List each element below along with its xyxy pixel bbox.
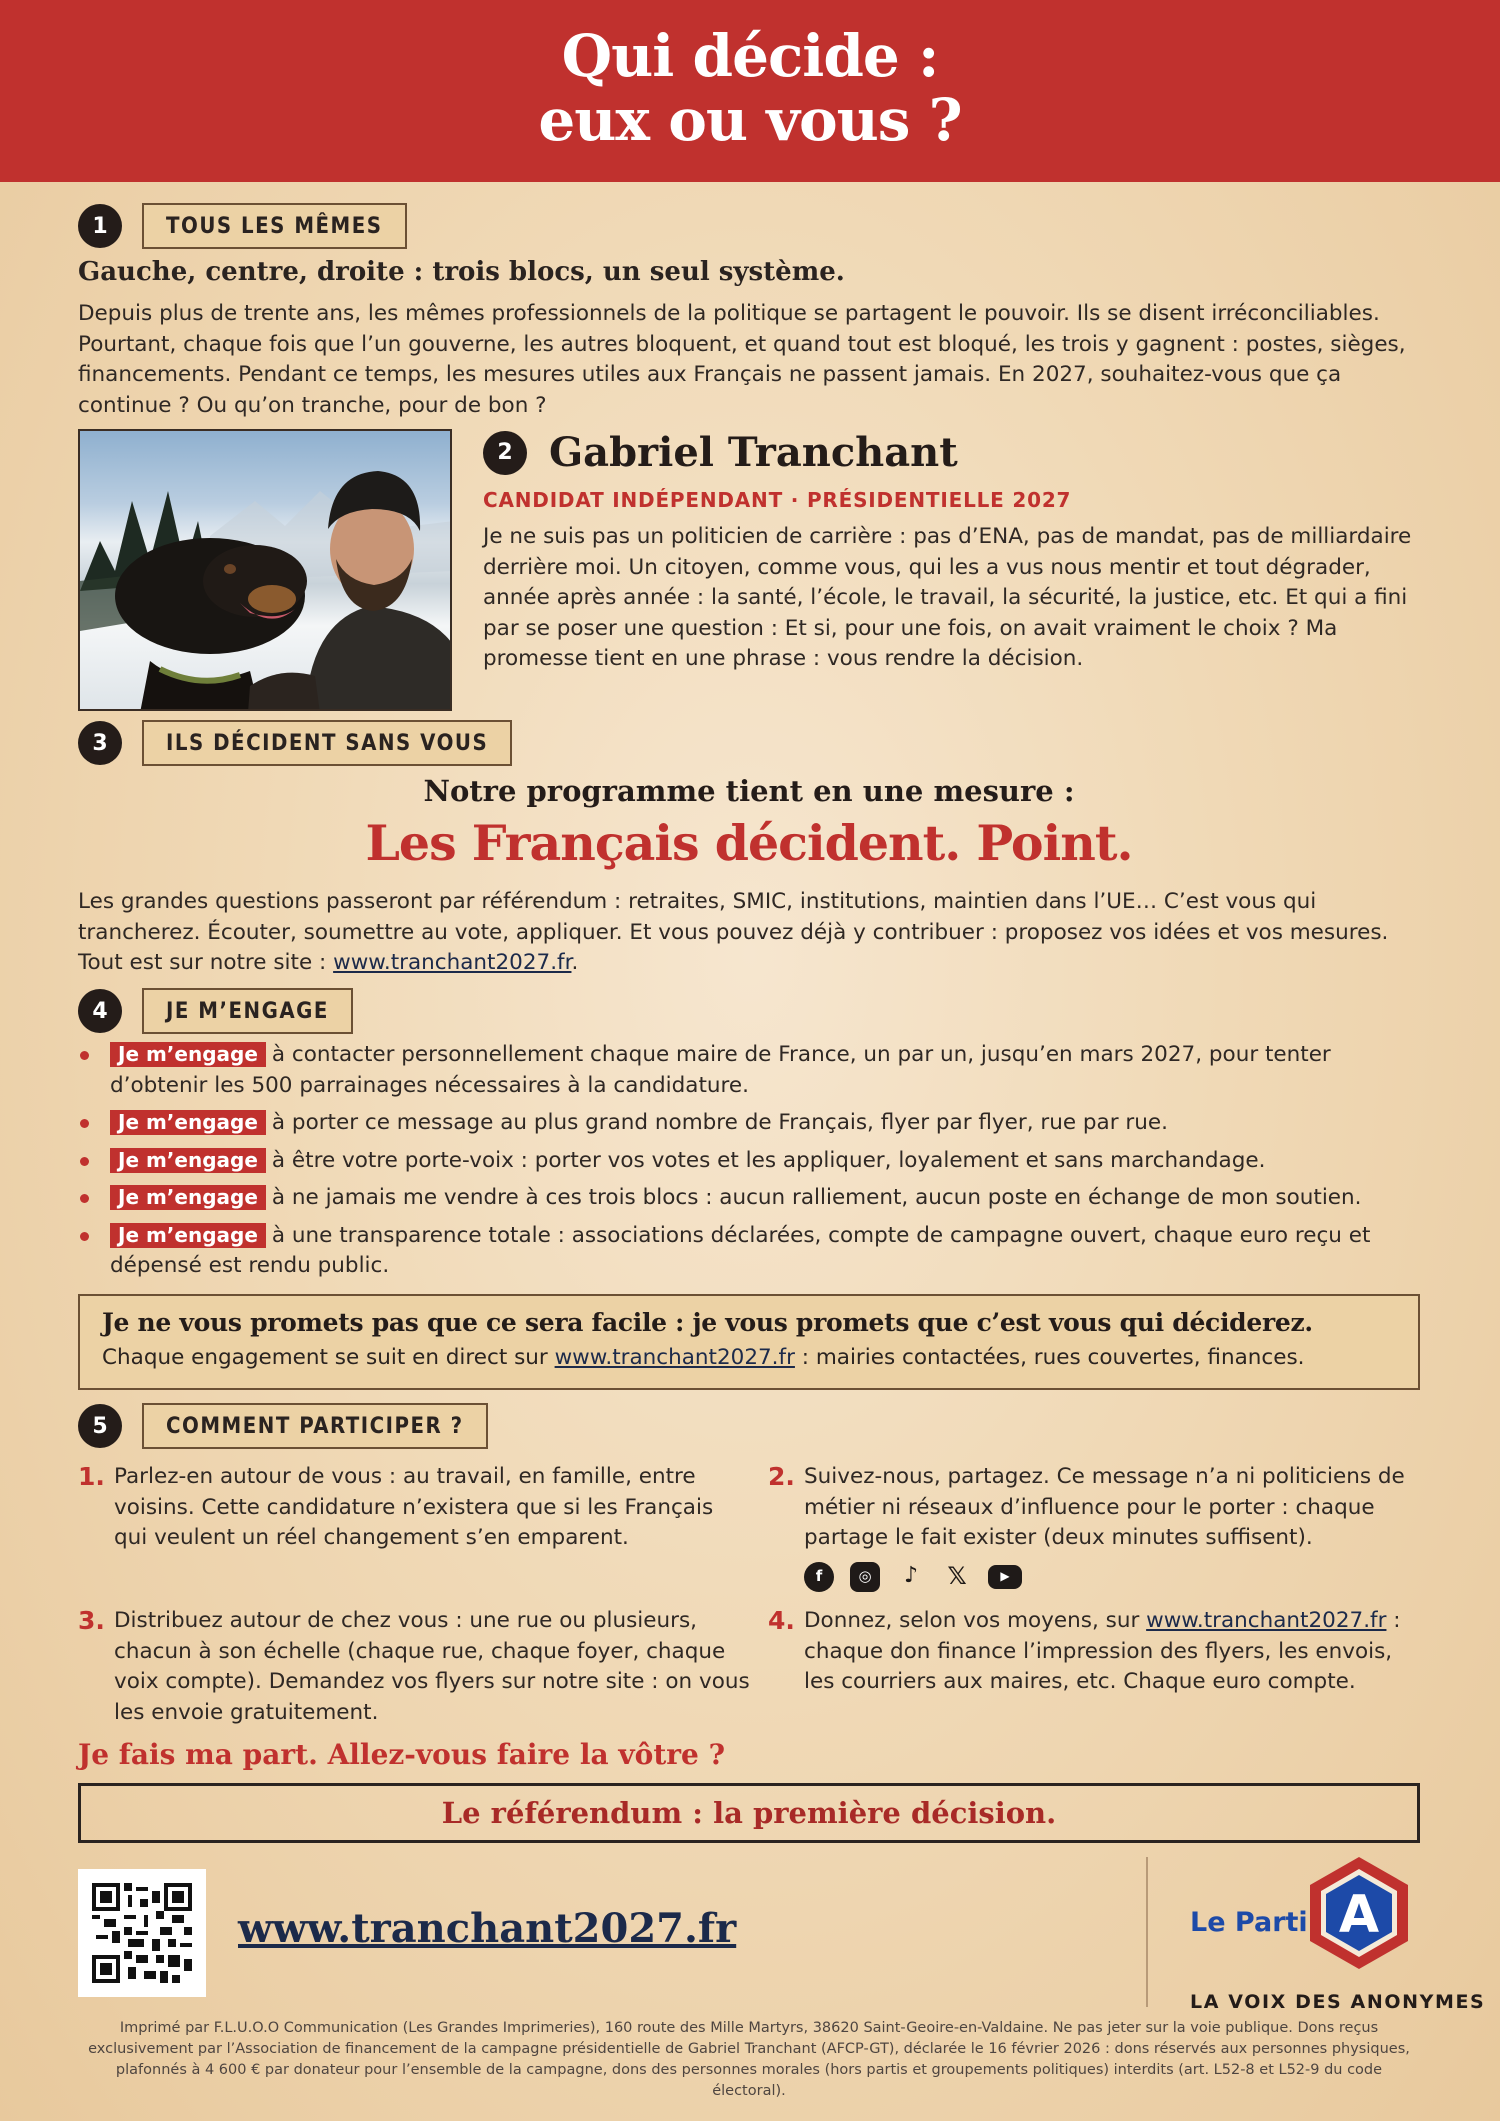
step-text-start: Donnez, selon vos moyens, sur (804, 1608, 1147, 1633)
call-to-action: Je fais ma part. Allez-vous faire la vôtre ? (78, 1738, 725, 1771)
step-text: Parlez-en autour de vous : au travail, en famille, entre voisins. Cette candidature n’existera que si les Français qui veulent un réel changement s’en emparent. (114, 1464, 714, 1550)
participation-step-1 (78, 1462, 724, 1554)
commitment-badge: Je m’engage (110, 1042, 266, 1067)
section-1-header (78, 202, 407, 250)
party-tagline: LA VOIX DES ANONYMES (1190, 1991, 1486, 2013)
commitment-badge: Je m’engage (110, 1223, 266, 1248)
candidate-name: Gabriel Tranchant (549, 429, 958, 476)
program-body-end: . (571, 950, 579, 975)
commitment-text: à porter ce message au plus grand nombre de Français, flyer par flyer, rue par rue. (271, 1110, 1168, 1135)
promise-text (102, 1345, 1396, 1370)
commitment-item (78, 1145, 1420, 1177)
section-number: 5 (78, 1404, 122, 1448)
section-1-title: Gauche, centre, droite : trois blocs, un seul système. (78, 257, 845, 287)
commitment-list (78, 1039, 1420, 1288)
promise-title: Je ne vous promets pas que ce sera facile : je vous promets que c’est vous qui déciderez. (102, 1308, 1313, 1337)
candidate-photo (78, 429, 452, 711)
promise-text-end: : mairies contactées, rues couvertes, finances. (794, 1345, 1305, 1370)
party-name: Le Parti (1190, 1907, 1308, 1938)
commitment-badge: Je m’engage (110, 1110, 266, 1135)
photo-illustration (80, 431, 452, 711)
commitment-item (78, 1039, 1420, 1101)
section-tag: JE M’ENGAGE (142, 988, 353, 1034)
header-title-line2: eux ou vous ? (538, 86, 962, 154)
section-4-header (78, 987, 353, 1035)
section-tag: COMMENT PARTICIPER ? (142, 1403, 488, 1449)
section-tag: ILS DÉCIDENT SANS VOUS (142, 720, 512, 766)
commitment-badge: Je m’engage (110, 1148, 266, 1173)
step-text: Suivez-nous, partagez. Ce message n’a ni politiciens de métier ni réseaux d’influence pour le porter : chaque partage le fait exister (deux minutes suffisent). (804, 1464, 1405, 1550)
step-text-end: : chaque don finance l’impression des flyers, les envois, les courriers aux maires, etc. Chaque euro compte. (804, 1608, 1401, 1694)
legal-notice: Imprimé par F.L.U.O.O Communication (Les Grandes Imprimeries), 160 route des Mille Martyrs, 38620 Saint-Geoire-en-Valdaine. Ne pas jeter sur la voie publique. Dons reçus exclusivement par l’Association de financement de la campagne présidentielle de Gabriel Tranchant (AFCP-GT), déclarée le 16 février 2026 : dons réservés aux personnes physiques, plafonnés à 4 600 € par donateur pour l’ensemble de la campagne, dons des personnes morales (hors partis et groupements politiques) interdits (art. L52-8 et L52-9 du code électoral). (88, 2020, 1410, 2099)
step-number: 1. (78, 1462, 105, 1491)
section-1-body: Depuis plus de trente ans, les mêmes professionnels de la politique se partagent le pouvoir. Ils se disent irréconciliables. Pourtant, chaque fois que l’un gouverne, les autres bloquent, et quand tout est bloqué, les trois y gagnent : postes, sièges, financements. Pendant ce temps, les mesures utiles aux Français ne passent jamais. En 2027, souhaitez-vous que ça continue ? Ou qu’on tranche, pour de bon ? (78, 301, 1406, 418)
commitment-text: à être votre porte-voix : porter vos votes et les appliquer, loyalement et sans marchandage. (271, 1147, 1266, 1173)
commitment-badge: Je m’engage (110, 1185, 266, 1210)
facebook-icon[interactable]: f (804, 1562, 834, 1592)
participation-step-2 (768, 1462, 1410, 1592)
tiktok-icon[interactable]: ♪ (903, 1563, 919, 1589)
x-icon[interactable]: 𝕏 (947, 1562, 967, 1591)
social-links (804, 1562, 1410, 1592)
commitment-text: à une transparence totale : associations déclarées, compte de campagne ouvert, chaque euro reçu et dépensé est rendu public. (110, 1222, 1371, 1278)
qr-code[interactable] (78, 1869, 206, 1997)
commitment-text: à contacter personnellement chaque maire de France, un par un, jusqu’en mars 2027, pour tenter d’obtenir les 500 parrainages nécessaires à la candidature. (110, 1042, 1331, 1098)
step-number: 2. (768, 1462, 795, 1491)
header-title-line1: Qui décide : (561, 22, 939, 90)
party-logo (1190, 1855, 1486, 2015)
step-content (804, 1462, 1410, 1592)
participation-step-3 (78, 1606, 750, 1728)
section-number: 3 (78, 721, 122, 765)
step-text (804, 1606, 1410, 1698)
website-link[interactable]: www.tranchant2027.fr (333, 950, 572, 975)
step-text: Distribuez autour de chez vous : une rue ou plusieurs, chacun à son échelle (chaque rue, chaque foyer, chaque voix compte). Demandez vos flyers sur notre site : on vous les envoie gratuitement. (114, 1608, 750, 1725)
section-number: 2 (483, 431, 527, 475)
program-intro: Notre programme tient en une mesure : (423, 774, 1075, 808)
website-link[interactable]: www.tranchant2027.fr (554, 1345, 795, 1370)
commitment-item (78, 1107, 1420, 1139)
instagram-icon[interactable]: ◎ (850, 1562, 880, 1592)
section-tag: TOUS LES MÊMES (142, 203, 407, 249)
section-5-header (78, 1402, 488, 1450)
promise-text-start: Chaque engagement se suit en direct sur (102, 1345, 555, 1370)
candidate-header (483, 429, 1420, 476)
step-number: 4. (768, 1606, 795, 1635)
candidate-subtitle: CANDIDAT INDÉPENDANT · PRÉSIDENTIELLE 2027 (483, 488, 1072, 512)
youtube-icon[interactable]: ▶ (988, 1565, 1022, 1589)
header-banner (0, 0, 1500, 182)
candidate-body: Je ne suis pas un politicien de carrière : pas d’ENA, pas de mandat, pas de milliardaire derrière moi. Un citoyen, comme vous, qui les a vus nous mentir et tout dégrader, année après année : la santé, l’école, le travail, la sécurité, la justice, etc. Et qui a fini par se poser une question : Et si, pour une fois, on avait vraiment le choix ? Ma promesse tient en une phrase : vous rendre la décision. (483, 524, 1412, 671)
program-body (78, 887, 1420, 979)
referendum-banner: Le référendum : la première décision. (78, 1783, 1420, 1843)
participation-step-4 (768, 1606, 1410, 1698)
footer-website-link[interactable]: www.tranchant2027.fr (238, 1905, 737, 1952)
section-number: 4 (78, 989, 122, 1033)
logo-letter: A (1338, 1885, 1380, 1945)
section-3-header (78, 719, 512, 767)
promise-box (78, 1294, 1420, 1390)
hexagon-a-icon (1306, 1855, 1412, 1971)
program-body-text: Les grandes questions passeront par référendum : retraites, SMIC, institutions, maintien dans l’UE… C’est vous qui trancherez. Écouter, soumettre au vote, appliquer. Et vous pouvez déjà y contribuer : proposez vos idées et vos mesures. Tout est sur notre site : (78, 889, 1389, 975)
candidate-block (483, 429, 1420, 675)
commitment-text: à ne jamais me vendre à ces trois blocs : aucun ralliement, aucun poste en échange de mon soutien. (271, 1185, 1362, 1210)
commitment-item (78, 1220, 1420, 1282)
website-link[interactable]: www.tranchant2027.fr (1146, 1608, 1387, 1633)
step-number: 3. (78, 1606, 105, 1635)
section-number: 1 (78, 204, 122, 248)
commitment-item (78, 1182, 1420, 1214)
footer-divider (1146, 1857, 1148, 2007)
program-headline: Les Français décident. Point. (365, 814, 1133, 872)
qr-code-pattern (92, 1883, 192, 1983)
